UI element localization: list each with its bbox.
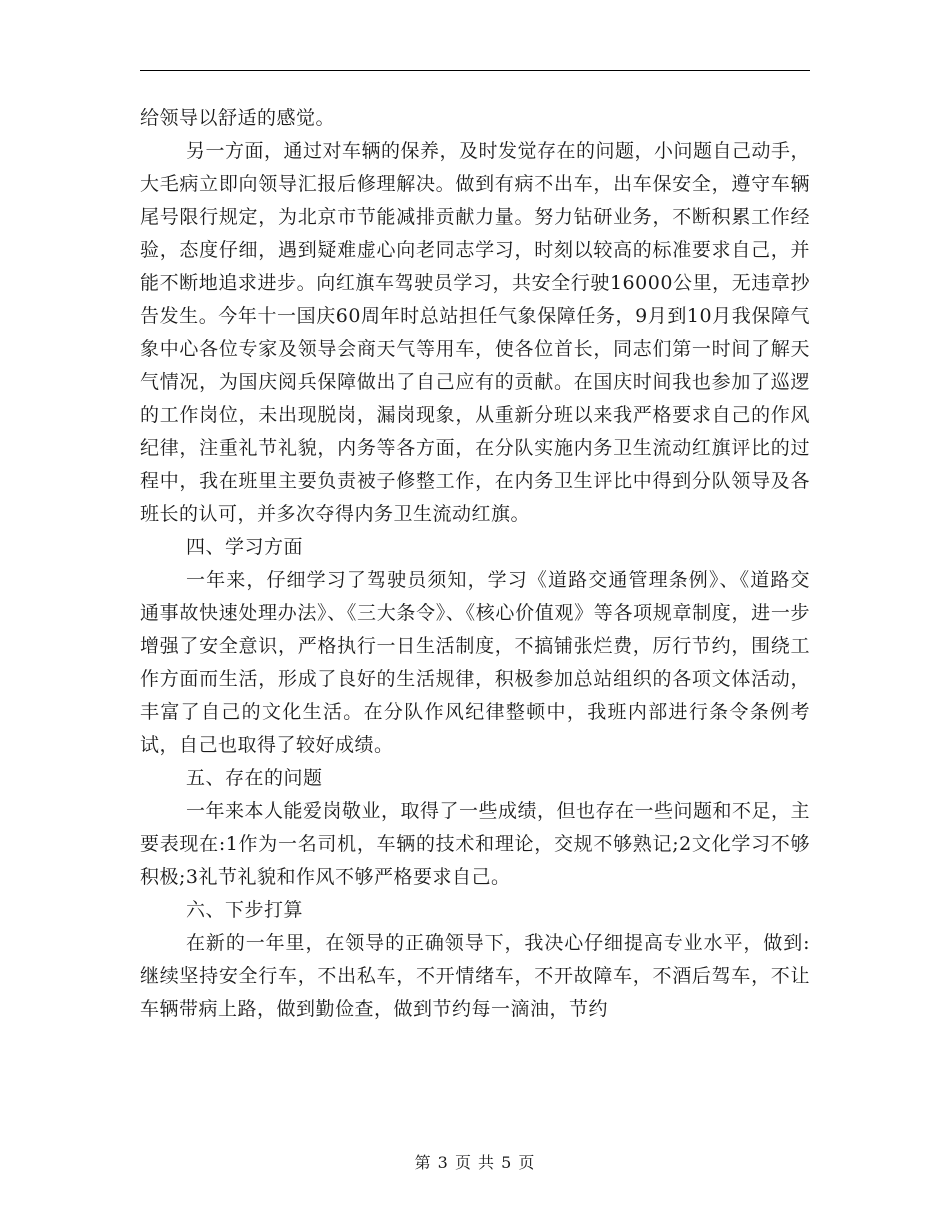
paragraph-continuation: 给领导以舒适的感觉。 xyxy=(140,107,336,129)
paragraph-study: 一年来，仔细学习了驾驶员须知，学习《道路交通管理条例》、《道路交通事故快速处理办法》、《三大条令》、《核心价值观》等各项规章制度，进一步增强了安全意识，严格执行一日生活制度，不搞铺张烂费，厉行节约，围绕工作方面而生活，形成了良好的生活规律，积极参加总站组织的各项文体活动，丰富了自己的文化生活。在分队作风纪律整顿中，我班内部进行条令条例考试，自己也取得了较好成绩。 xyxy=(140,569,810,756)
section-heading-problems: 五、存在的问题 xyxy=(186,767,323,789)
paragraph-plans: 在新的一年里，在领导的正确领导下，我决心仔细提高专业水平，做到:继续坚持安全行车，不出私车，不开情绪车，不开故障车，不酒后驾车，不让车辆带病上路，做到勤俭查，做到节约每一滴油，节约 xyxy=(140,932,810,1020)
paragraph-vehicle-maintenance: 另一方面，通过对车辆的保养，及时发觉存在的问题，小问题自己动手，大毛病立即向领导汇报后修理解决。做到有病不出车，出车保安全，遵守车辆尾号限行规定，为北京市节能减排贡献力量。努力钻研业务，不断积累工作经验，态度仔细，遇到疑难虚心向老同志学习，时刻以较高的标准要求自己，并能不断地追求进步。向红旗车驾驶员学习，共安全行驶16000公里，无违章抄告发生。今年十一国庆60周年时总站担任气象保障任务，9月到10月我保障气象中心各位专家及领导会商天气等用车，使各位首长，同志们第一时间了解天气情况，为国庆阅兵保障做出了自己应有的贡献。在国庆时间我也参加了巡逻的工作岗位，未出现脱岗，漏岗现象，从重新分班以来我严格要求自己的作风纪律，注重礼节礼貌，内务等各方面，在分队实施内务卫生流动红旗评比的过程中，我在班里主要负责被子修整工作，在内务卫生评比中得到分队领导及各班长的认可，并多次夺得内务卫生流动红旗。 xyxy=(140,140,811,525)
paragraph-problems: 一年来本人能爱岗敬业，取得了一些成绩，但也存在一些问题和不足，主要表现在:1作为一名司机，车辆的技术和理论，交规不够熟记;2文化学习不够积极;3礼节礼貌和作风不够严格要求自己。 xyxy=(140,800,811,888)
header-rule xyxy=(140,70,810,71)
document-body xyxy=(140,102,810,1026)
page-number: 第 3 页 共 5 页 xyxy=(414,1153,536,1172)
section-heading-study: 四、学习方面 xyxy=(186,536,304,558)
section-heading-plans: 六、下步打算 xyxy=(186,899,304,921)
